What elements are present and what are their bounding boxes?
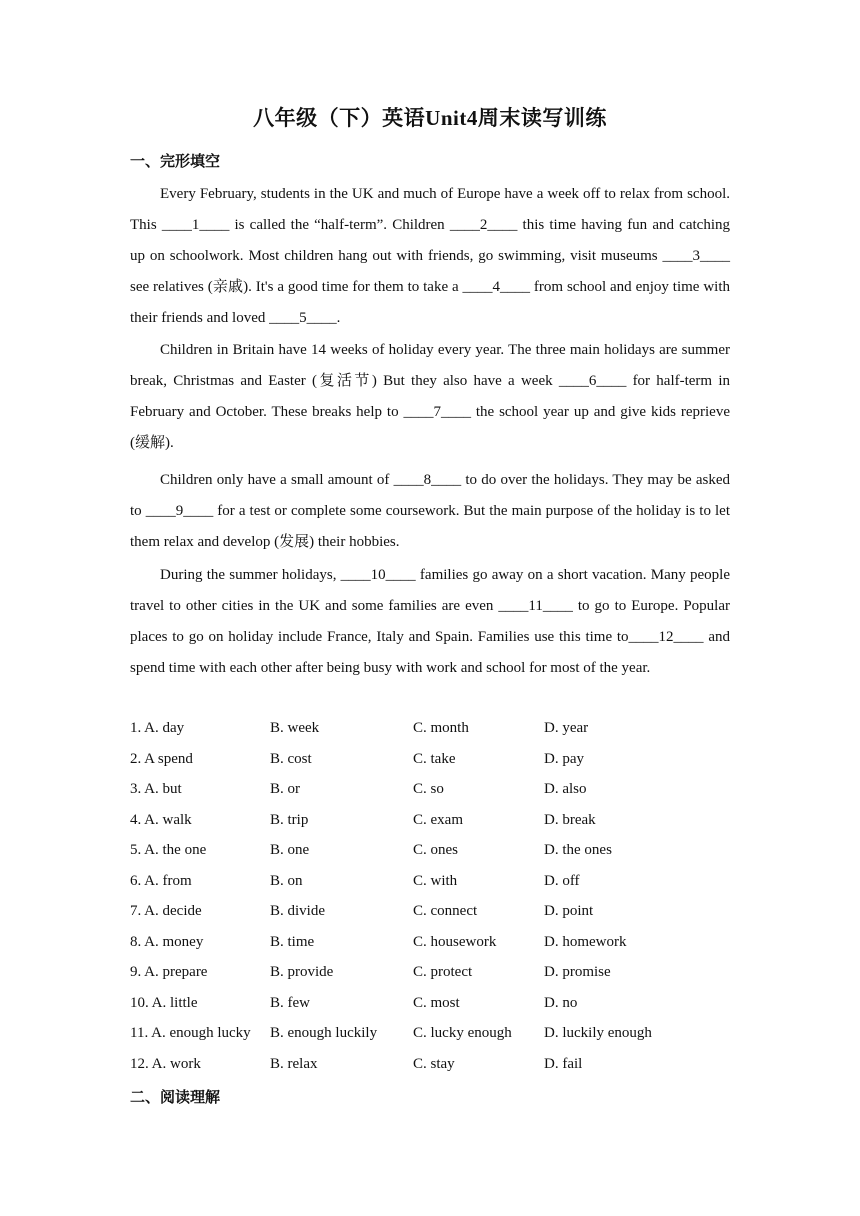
section-heading-cloze: 一、完形填空 — [130, 152, 221, 170]
option-b: B. one — [270, 842, 310, 858]
option-row — [130, 1018, 750, 1049]
option-d: D. break — [544, 811, 596, 828]
option-a: 9. A. prepare — [130, 964, 208, 980]
option-a: 6. A. from — [130, 872, 192, 889]
option-d: D. also — [544, 781, 587, 797]
passage-paragraph-2 — [130, 335, 730, 459]
option-a: 4. A. walk — [130, 811, 192, 828]
option-c: C. protect — [413, 964, 473, 980]
passage-paragraph-4 — [130, 560, 730, 684]
option-a: 3. A. but — [130, 781, 182, 797]
option-b: B. trip — [270, 811, 309, 828]
paragraph-text: During the summer holidays, ____10____ families go away on a short vacation. Many people travel to other cities in the UK and some families are even ____11____ to go to Europe. Popular places to go on holiday include France, Italy and Spain. Families use this time to____12____ and spend time with each other after being busy with work and school for most of the year. — [130, 567, 730, 676]
option-c: C. lucky enough — [413, 1025, 512, 1041]
option-c: C. stay — [413, 1055, 455, 1072]
option-d: D. year — [544, 720, 589, 736]
option-a: 12. A. work — [130, 1055, 201, 1072]
option-row — [130, 866, 750, 897]
option-row — [130, 774, 750, 805]
option-c: C. ones — [413, 842, 458, 858]
option-b: B. few — [270, 994, 310, 1011]
paragraph-text: Children only have a small amount of ____8____ to do over the holidays. They may be asked to ____9____ for a test or complete some coursework. But the main purpose of the holiday is to let them relax and develop (发展) their hobbies. — [130, 472, 730, 550]
section-heading-reading: 二、阅读理解 — [130, 1088, 221, 1106]
option-b: B. time — [270, 933, 315, 950]
option-b: B. week — [270, 720, 320, 736]
option-d: D. promise — [544, 964, 611, 980]
option-a: 11. A. enough lucky — [130, 1025, 251, 1041]
option-d: D. luckily enough — [544, 1025, 652, 1041]
option-a: 5. A. the one — [130, 842, 207, 858]
option-d: D. point — [544, 903, 594, 919]
option-b: B. enough luckily — [270, 1025, 378, 1041]
option-b: B. provide — [270, 964, 334, 980]
option-c: C. connect — [413, 903, 478, 919]
option-d: D. off — [544, 872, 580, 889]
option-b: B. cost — [270, 750, 312, 767]
option-d: D. fail — [544, 1055, 583, 1072]
option-b: B. relax — [270, 1055, 318, 1072]
option-a: 8. A. money — [130, 933, 204, 950]
option-row — [130, 805, 750, 836]
option-c: C. so — [413, 781, 444, 797]
option-row — [130, 957, 750, 988]
option-c: C. most — [413, 994, 460, 1011]
page-title: 八年级（下）英语Unit4周末读写训练 — [253, 106, 607, 130]
option-row — [130, 744, 750, 775]
paragraph-text: Children in Britain have 14 weeks of holiday every year. The three main holidays are summer break, Christmas and Easter (复活节) But they also have a week ____6____ for half-term in February and October. These breaks help to ____7____ the school year up and give kids reprieve (缓解). — [130, 342, 730, 451]
option-row — [130, 896, 750, 927]
option-d: D. the ones — [544, 842, 612, 858]
paragraph-text: Every February, students in the UK and much of Europe have a week off to relax from school. This ____1____ is called the “half-term”. Children ____2____ this time having fun and catching up on schoolwork. Most children hang out with friends, go swimming, visit museums ____3____ see relatives (亲戚). It's a good time for them to take a ____4____ from school and enjoy time with their friends and loved ____5____. — [130, 186, 730, 326]
option-row — [130, 835, 750, 866]
option-b: B. on — [270, 872, 303, 889]
option-d: D. pay — [544, 750, 584, 767]
option-d: D. homework — [544, 933, 627, 950]
option-row — [130, 927, 750, 958]
option-c: C. with — [413, 872, 458, 889]
option-row — [130, 713, 750, 744]
passage-paragraph-3 — [130, 465, 730, 558]
option-row — [130, 988, 750, 1019]
option-c: C. take — [413, 750, 456, 767]
option-d: D. no — [544, 994, 578, 1011]
passage-paragraph-1 — [130, 179, 730, 334]
option-c: C. exam — [413, 811, 463, 828]
option-row — [130, 1049, 750, 1080]
option-a: 7. A. decide — [130, 903, 202, 919]
option-b: B. or — [270, 781, 300, 797]
option-c: C. month — [413, 720, 469, 736]
option-c: C. housework — [413, 933, 497, 950]
option-a: 10. A. little — [130, 994, 198, 1011]
option-a: 1. A. day — [130, 720, 185, 736]
option-b: B. divide — [270, 903, 325, 919]
option-a: 2. A spend — [130, 750, 193, 767]
